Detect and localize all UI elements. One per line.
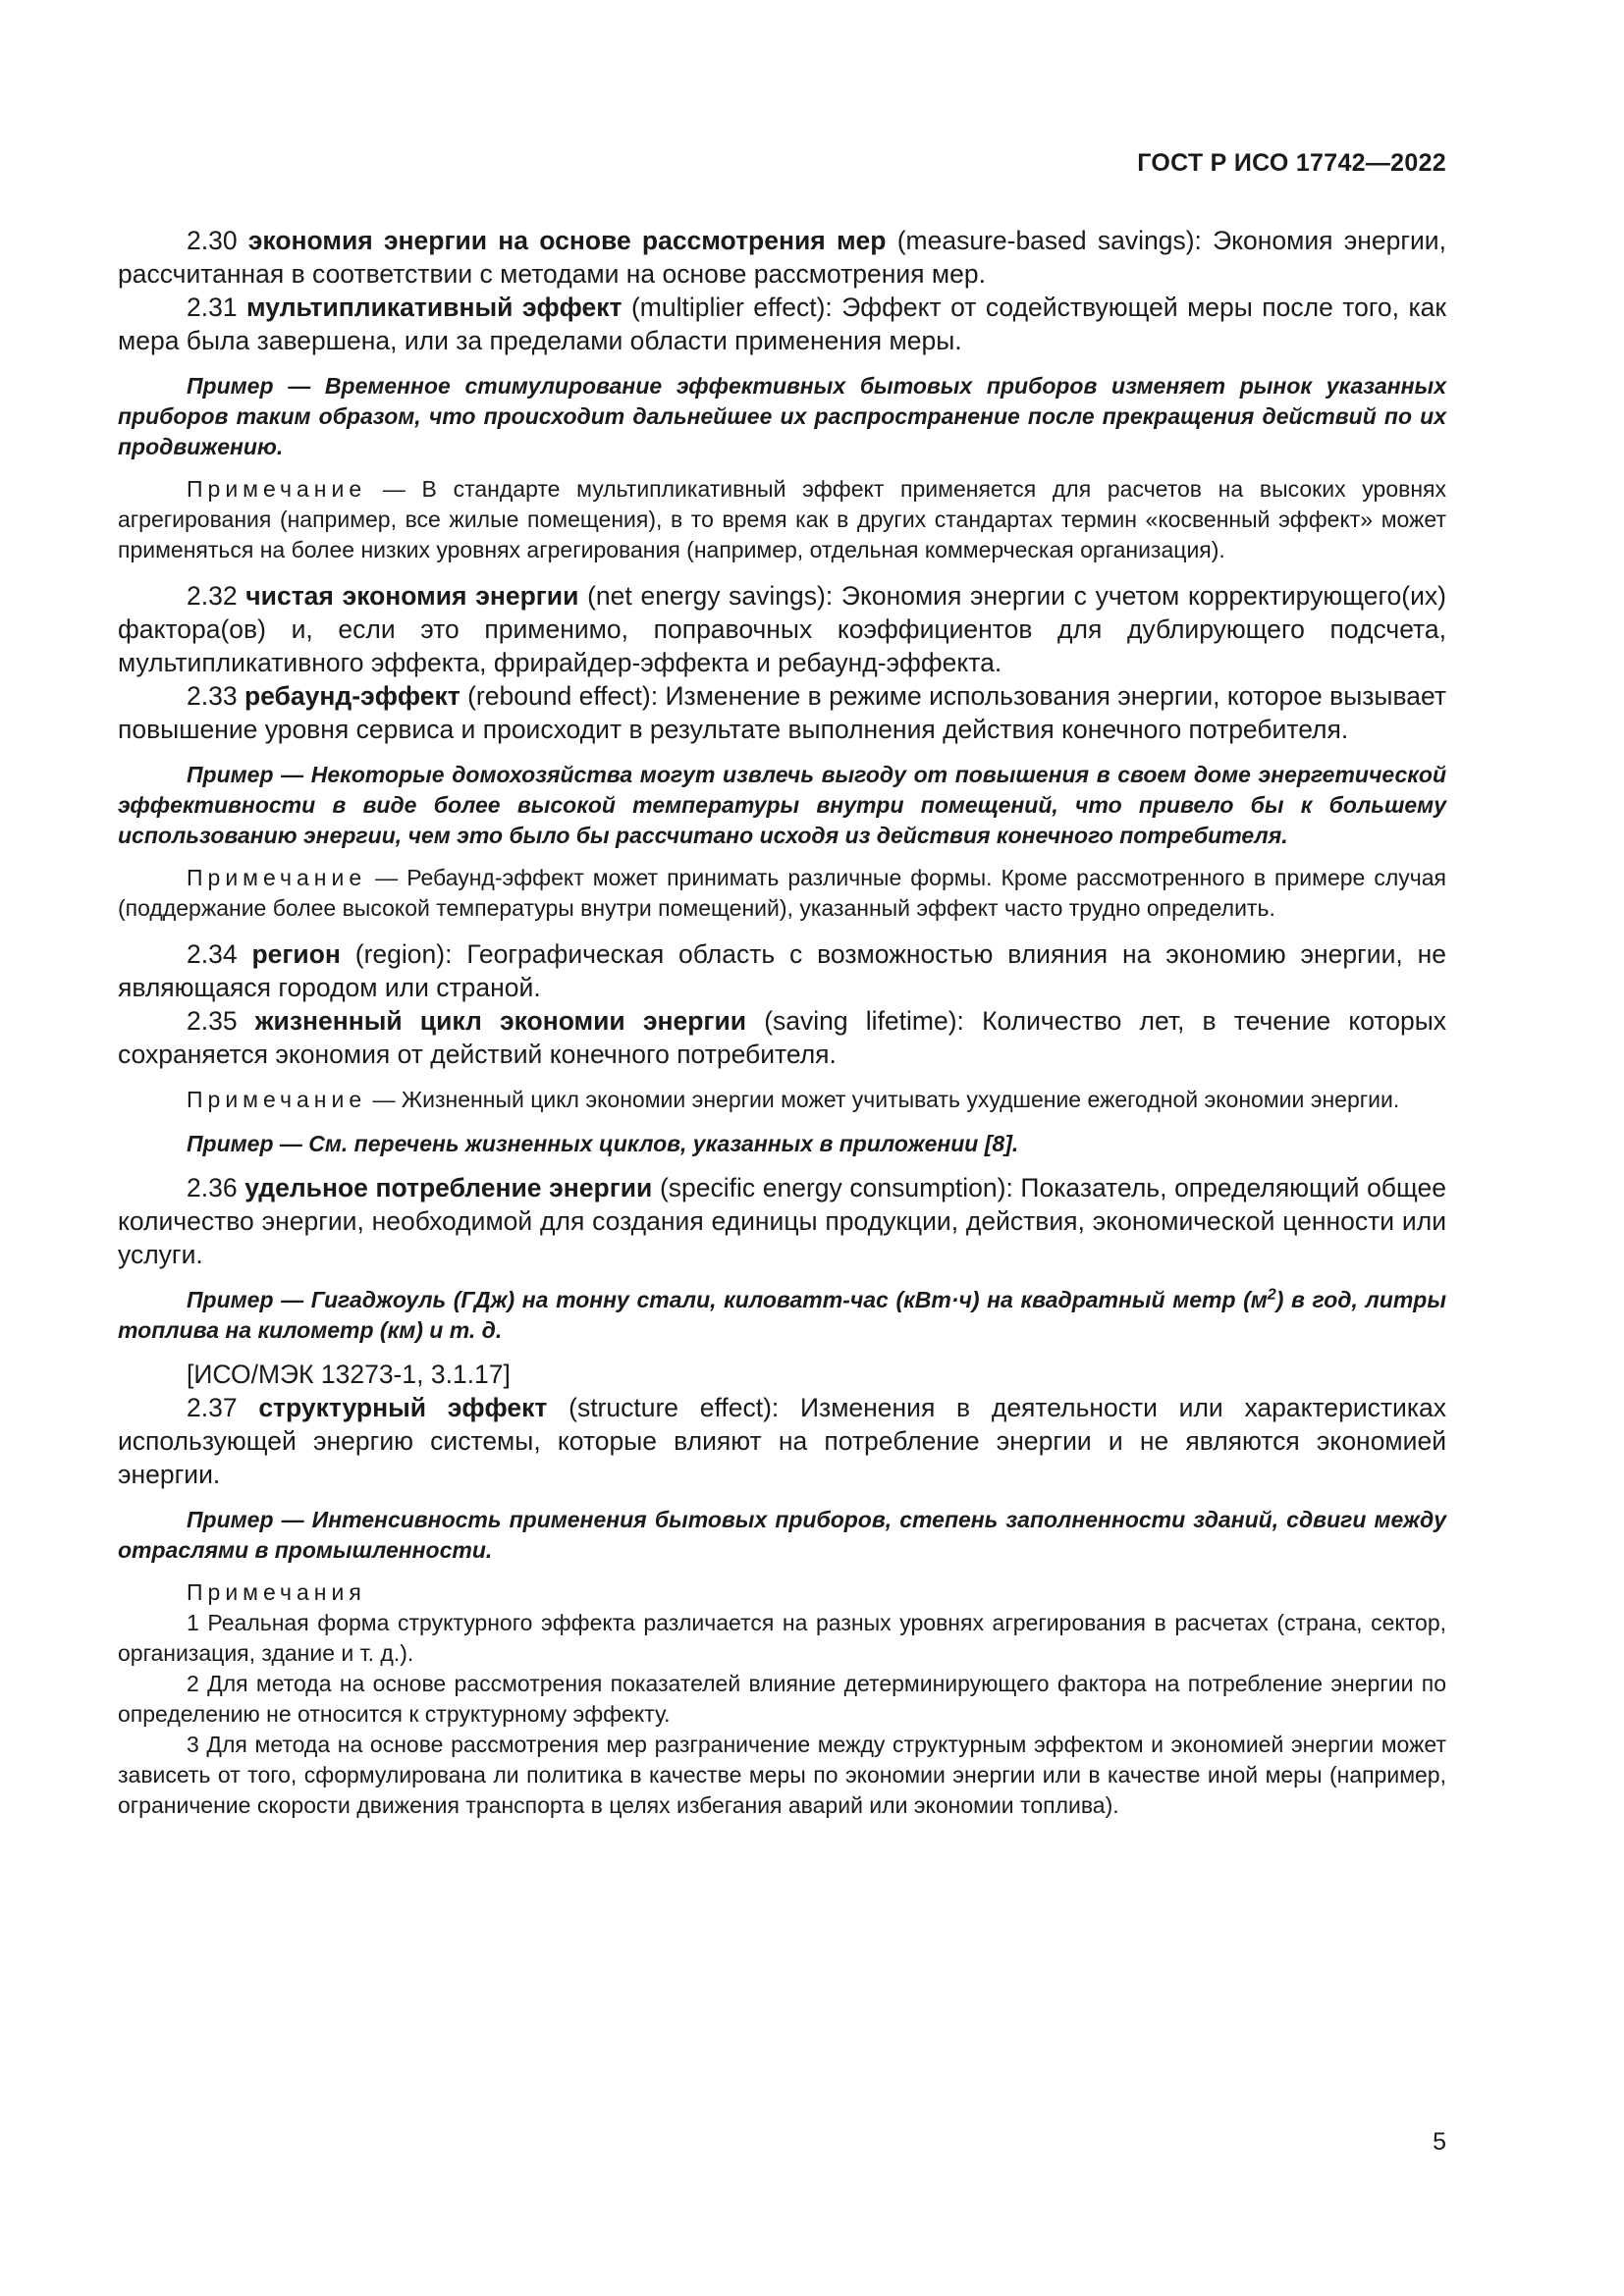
entry-2-34: [118, 937, 1446, 1004]
example-text-after: ) в год, литры топлива на километр (км) и т. д.: [118, 1287, 1446, 1343]
example-text-before: Пример — Гигаджоуль (ГДж) на тонну стали, киловатт-час (кВт·ч) на квадратный метр (м: [187, 1287, 1268, 1312]
note-item: 2 Для метода на основе рассмотрения показателей влияние детерминирующего фактора на потребление энергии по определению не относится к структурному эффекту.: [118, 1671, 1446, 1727]
entry-term: ребаунд-эффект: [244, 681, 460, 711]
example-2-36: [118, 1285, 1446, 1346]
page-number: 5: [1433, 2128, 1446, 2156]
entry-definition: (saving lifetime): Количество лет, в течение которых сохраняется экономия от действий конечного потребителя.: [118, 1006, 1446, 1069]
entry-term: жизненный цикл экономии энергии: [254, 1006, 747, 1036]
entry-2-30: [118, 224, 1446, 291]
entry-number: 2.35: [187, 1006, 238, 1036]
notes-heading: Примечания: [187, 1579, 366, 1605]
example-2-31: Пример — Временное стимулирование эффективных бытовых приборов изменяет рынок указанных приборов таким образом, что происходит дальнейшее их распространение после прекращения действий по их продвижению.: [118, 373, 1446, 459]
entry-number: 2.36: [187, 1173, 238, 1202]
entry-term: чистая экономия энергии: [245, 581, 579, 611]
note-2-33: [118, 863, 1446, 924]
entry-number: 2.32: [187, 581, 238, 611]
entry-2-32: [118, 579, 1446, 679]
entry-2-33: [118, 679, 1446, 746]
entry-number: 2.30: [187, 226, 238, 255]
entry-term: структурный эффект: [258, 1393, 548, 1422]
note-2-31: [118, 474, 1446, 565]
example-2-37: Пример — Интенсивность применения бытовых приборов, степень заполненности зданий, сдвиги между отраслями в промышленности.: [118, 1507, 1446, 1563]
entry-definition: (rebound effect): Изменение в режиме использования энергии, которое вызывает повышение уровня сервиса и происходит в результате выполнения действия конечного потребителя.: [118, 681, 1446, 744]
source-reference: [ИСО/МЭК 13273-1, 3.1.17]: [187, 1360, 511, 1389]
note-item: 3 Для метода на основе рассмотрения мер разграничение между структурным эффектом и экономией энергии может зависеть от того, сформулирована ли политика в качестве меры по экономии энергии или в качестве иной меры (например, ограничение скорости движения транспорта в целях избегания аварий или экономии топлива).: [118, 1732, 1446, 1818]
entry-definition: (specific energy consumption): Показатель, определяющий общее количество энергии, необходимой для создания единицы продукции, действия, экономической ценности или услуги.: [118, 1173, 1446, 1269]
entry-definition: (net energy savings): Экономия энергии с учетом корректирующего(их) фактора(ов) и, если это применимо, поправочных коэффициентов для дублирующего подсчета, мультипликативного эффекта, фрирайдер-эффекта и ребаунд-эффекта.: [118, 581, 1446, 677]
entry-definition: (region): Географическая область с возможностью влияния на экономию энергии, не являющаяся городом или страной.: [118, 939, 1446, 1002]
standard-header: ГОСТ Р ИСО 17742—2022: [1137, 149, 1446, 177]
note-text: — В стандарте мультипликативный эффект применяется для расчетов на высоких уровнях агрегирования (например, все жилые помещения), в то время как в других стандартах термин «косвенный эффект» может применяться на более низких уровнях агрегирования (например, отдельная коммерческая организация).: [118, 476, 1446, 562]
note-text: — Ребаунд-эффект может принимать различные формы. Кроме рассмотренного в примере случая (поддержание более высокой температуры внутри помещений), указанный эффект часто трудно определить.: [118, 865, 1447, 921]
entry-2-36: [118, 1171, 1446, 1271]
entry-term: удельное потребление энергии: [244, 1173, 653, 1202]
example-2-35: Пример — См. перечень жизненных циклов, указанных в приложении [8].: [187, 1131, 1019, 1156]
example-2-33: Пример — Некоторые домохозяйства могут извлечь выгоду от повышения в своем доме энергетической эффективности в виде более высокой температуры внутри помещений, что привело бы к большему использованию энергии, чем это было бы рассчитано исходя из действия конечного потребителя.: [118, 762, 1446, 848]
entry-2-31: [118, 291, 1446, 357]
note-label: Примечание: [187, 476, 367, 502]
entry-2-37: [118, 1391, 1446, 1491]
entry-term: регион: [251, 939, 341, 969]
entry-term: мультипликативный эффект: [246, 293, 623, 322]
note-label: Примечание: [187, 865, 367, 890]
note-text: — Жизненный цикл экономии энергии может учитывать ухудшение ежегодной экономии энергии.: [372, 1087, 1400, 1112]
entry-definition: (multiplier effect): Эффект от содействующей меры после того, как мера была завершена, или за пределами области применения меры.: [118, 293, 1446, 355]
entry-number: 2.31: [187, 293, 238, 322]
note-label: Примечание: [187, 1087, 367, 1112]
entry-2-35: [118, 1004, 1446, 1071]
superscript: 2: [1267, 1285, 1276, 1304]
entry-term: экономия энергии на основе рассмотрения мер: [247, 226, 887, 255]
entry-definition: (measure-based savings): Экономия энергии, рассчитанная в соответствии с методами на основе рассмотрения мер.: [118, 226, 1446, 289]
page-content: [118, 224, 1446, 1821]
entry-number: 2.34: [187, 939, 238, 969]
entry-definition: (structure effect): Изменения в деятельности или характеристиках использующей энергию системы, которые влияют на потребление энергии и не являются экономией энергии.: [118, 1393, 1446, 1489]
note-2-35: [118, 1085, 1446, 1115]
note-item: 1 Реальная форма структурного эффекта различается на разных уровнях агрегирования в расчетах (страна, сектор, организация, здание и т. д.).: [118, 1610, 1446, 1666]
entry-number: 2.37: [187, 1393, 238, 1422]
entry-number: 2.33: [187, 681, 238, 711]
